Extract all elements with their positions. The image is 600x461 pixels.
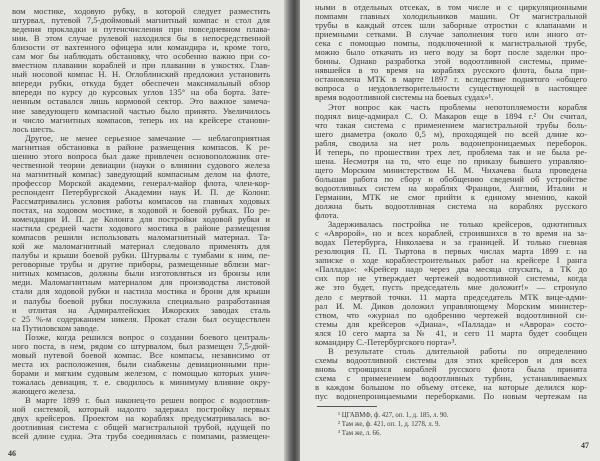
text-line: места их расположения, были снабжены девиационными при- xyxy=(12,358,270,369)
text-line: на магнитный компас) заведующий компасным делом на флоте, xyxy=(12,168,270,179)
right-page-body xyxy=(315,3,587,401)
text-line: вместном плавании кораблей и при плавании в узкостях. Глав- xyxy=(12,60,270,71)
text-line: шена. Несмотря на то, что еще по приказу бывшего управляю- xyxy=(315,155,587,166)
text-line: стемы для крейсеров «Диана», «Паллада» и «Аврора» состо- xyxy=(315,318,587,329)
text-line: мовый путевой боевой компас. Все компасы, независимо от xyxy=(12,349,270,360)
text-line: палубы и крыши боевой рубки. Штурвалы с тумбами к ним, пе- xyxy=(12,250,270,261)
text-line: ного поста, в нем, рядом со штурвалом, был размещен 7,5-дюй- xyxy=(12,340,270,351)
text-line: ной системой, который надолго задержал постройку первых xyxy=(12,404,270,415)
text-line: помпами главных холодильников машин. От магистральной xyxy=(315,11,587,22)
text-line: всей длине судна. Эта труба соединялась с помпами, размещен- xyxy=(12,431,270,442)
text-line: должна быть водоотливная система на кораблях русского xyxy=(315,201,587,212)
text-line: Задерживалась постройка не только крейсеров, однотипных xyxy=(328,219,587,230)
footnote: ² Там же, ф. 421, оп. 1, д. 1278, л. 9. xyxy=(338,421,441,428)
left-page xyxy=(0,0,288,461)
text-line: В результате столь длительной работы по определению xyxy=(328,345,587,356)
text-line: записке о ходе кораблестроительных работ на крейсере I ранга xyxy=(315,255,587,266)
text-line: нявшейся в то время на кораблях русского флота, была при- xyxy=(315,65,587,76)
text-line: вом мостике, ходовую рубку, в которой следует разместить xyxy=(12,6,270,16)
text-line: дело с мертвой точки. 11 марта председатель МТК вице-адми- xyxy=(315,291,587,302)
text-line: Позже, когда решился вопрос о создании боевого централь- xyxy=(25,331,270,342)
text-line: и палубы боевой рубки послужила специально разработанная xyxy=(12,295,270,306)
text-line: поднял вице-адмирал С. О. Макаров еще в 1894 г.² Он считал, xyxy=(315,110,587,121)
text-line: пус водонепроницаемыми переборками. По новым чертежам на xyxy=(315,391,587,402)
text-line: резолюция П. П. Тыртова в первых числах марта 1899 г. на xyxy=(315,246,587,257)
footnote: ¹ ЦГАВМФ, ф. 427, оп. 1, д. 185, л. 90. xyxy=(338,412,449,419)
text-line: нитных компасов, должны были изготовляться из бронзы или xyxy=(12,268,270,279)
text-line: комендации И. П. де Колонга для постройки ходовой рубки и xyxy=(12,214,270,225)
text-line: ный носовой компас Н. Н. Оглоблинский предложил установить xyxy=(12,69,270,80)
text-line: постах, на ходовом мостике, в ходовой и боевой рубках. По ре- xyxy=(12,205,270,216)
text-line: же это будет, пусть председатель мне доложит!» — стронуло xyxy=(315,282,587,293)
right-page xyxy=(300,0,600,461)
text-line: остановлена МТК в марте 1897 г. вследствие поднятого «общего xyxy=(315,74,587,85)
text-line: с «Авророй», но и всех кораблей, строившихся в то время на за- xyxy=(315,228,587,239)
text-line: И теперь, по прошествии трех лет, проблема так и не была ре- xyxy=(315,146,587,157)
text-line: Германии, МТК не смог прийти к единому мнению, какой xyxy=(315,191,587,202)
text-line: в каждом большом по объему отсеке, на которые делился кор- xyxy=(315,381,587,392)
text-line: стали для ходовой рубки и настила мостика и брони для крыши xyxy=(12,286,270,297)
text-line: что такая система с применением магистральной трубы боль- xyxy=(315,119,587,130)
footnote-divider xyxy=(317,406,377,407)
text-line: ством, что «журнал по одобрению чертежей водоотливной си- xyxy=(315,309,587,320)
text-line: командиру С.-Петербургского порта»³. xyxy=(315,336,457,347)
text-line: сека с помощью помпы, подключенной к магистральной трубе, xyxy=(315,38,587,49)
text-line: водоотливных систем на кораблях Франции, Англии, Италии и xyxy=(315,182,587,193)
text-line: ние заведующего компасной частью было принято. Увеличилось xyxy=(12,105,270,116)
page-number: 47 xyxy=(581,441,589,450)
text-line: схемы водоотливной системы для этих крейсеров и для всех xyxy=(315,354,587,365)
text-line: «Паллада»: «Крейсер надо через два месяца спускать, а ТК до xyxy=(315,264,587,275)
text-line: вновь строящихся кораблей русского флота была принята xyxy=(315,363,587,374)
text-line: схема с применением водоотливных турбин, устанавливаемых xyxy=(315,372,587,383)
text-line: на Путиловском заводе. xyxy=(12,322,99,333)
text-line: приемными сетками. В случае заполнения того или иного от- xyxy=(315,29,587,40)
text-line: время водоотливной системы на боевых судах»¹. xyxy=(315,92,494,103)
text-line: и отлитая на Адмиралтейских Ижорских заводах сталь xyxy=(12,304,270,315)
text-line: Другое, не менее серьезное замечание — неблагоприятная xyxy=(25,132,270,143)
text-line: В марте 1899 г. был наконец-то решен вопрос с водоотлив- xyxy=(25,395,270,406)
text-line: флота. xyxy=(315,210,339,221)
text-line: впереди рубки, откуда будет обеспечен максимальный обзор xyxy=(12,78,270,89)
text-line: шего диаметра (около 0,5 м), проходящей по всей длине ко- xyxy=(315,128,587,139)
text-line: водах Петербурга, Николаева и за границей. И только гневная xyxy=(315,237,587,248)
text-line: можно было откачать из него воду за борт после заделки про- xyxy=(315,47,587,58)
text-line: жающего железа. xyxy=(12,385,76,396)
text-line: профессор Морской академии, генерал-майор флота, член-кор- xyxy=(12,177,270,188)
text-line: респондент Петербургской Академии наук И. П. де Колонг. xyxy=(12,186,270,197)
text-line: вопроса о неудовлетворительности существующей в настоящее xyxy=(315,83,587,94)
text-line: ялся 10 сего марта за № 41, и сего 11 марта будет сообщен xyxy=(315,327,587,338)
text-line: нии. В этом случае рулевой находился бы в непосредственной xyxy=(12,33,270,44)
text-line: тожалась девиация, т. е. сводилось к минимуму влияние окру- xyxy=(12,376,270,387)
text-line: штурвал, путевой 7,5-дюймовый магнитный компас и стол для xyxy=(12,15,270,26)
text-line: двух крейсеров. Проектом на кораблях предусматривалась во- xyxy=(12,413,270,424)
text-line: реговорные трубы и другие приборы, размещенные вблизи маг- xyxy=(12,259,270,270)
text-line: Рассматривались условия работы компасов на главных ходовых xyxy=(12,195,270,206)
text-line: сих пор не утверждает чертежей водоотливной системы, когда xyxy=(315,273,587,284)
text-line: борами и мягким судовым железом, с помощью которых унич- xyxy=(12,367,270,378)
text-line: щего Морским министерством Н. М. Чихачева была проведена xyxy=(315,164,587,175)
text-line: рабля, сводила на нет роль водонепроницаемых переборок. xyxy=(315,137,587,148)
text-line: Этот вопрос как часть проблемы непотопляемости корабля xyxy=(328,101,587,112)
page-number: 46 xyxy=(8,449,16,458)
text-line: ведения прокладки и путенсчисления при повседневном плава- xyxy=(12,24,270,35)
text-line: ненным оставался лишь кормовой сектор. Это важное замеча- xyxy=(12,96,270,107)
text-line: магнитная обстановка в районе размещения компасов. К ре- xyxy=(12,141,270,152)
text-line: и число магнитных компасов, теперь их на крейсере станови- xyxy=(12,114,270,125)
text-line: лось шесть. xyxy=(12,123,55,134)
text-line: настила средней части ходового мостика в районе размещения xyxy=(12,223,270,234)
text-line: боины. Однако разработка этой водоотливной системы, приме- xyxy=(315,56,587,67)
text-line: трубы в каждый отсек шли заборные отростки с клапанами и xyxy=(315,20,587,31)
text-line: доотливная система с общей магистральной трубой, идущей по xyxy=(12,422,270,433)
text-line: кой же маломагнитный материал следовало применять для xyxy=(12,241,270,252)
text-line: чественной теории девиации (науки о влиянии судового железа xyxy=(12,159,270,170)
footnote: ³ Там же, л. 66. xyxy=(338,430,382,437)
text-line: большая работа по сбору и обобщению сведений об устройстве xyxy=(315,173,587,184)
text-line: ными в отдельных отсеках, в том числе и с циркуляционными xyxy=(315,2,587,12)
text-line: шению этого вопроса был даже привлечен основоположник оте- xyxy=(12,150,270,161)
text-line: меди. Маломагнитным материалом для производства листовой xyxy=(12,277,270,288)
left-page-body xyxy=(12,7,270,441)
text-line: впереди по курсу до курсовых углов 135° на оба борта. Зате- xyxy=(12,87,270,98)
text-line: компасов решили использовать маломагнитный материал. Та- xyxy=(12,232,270,243)
text-line: рал И. М. Диков доложил управляющему Морским министер- xyxy=(315,300,587,311)
text-line: близости от вахтенного офицера или командира и, кроме того, xyxy=(12,42,270,53)
text-line: с 25 %-м содержанием никеля. Прокат стали был осуществлен xyxy=(12,313,270,324)
text-line: сам мог бы наблюдать обстановку, что особенно важно при со- xyxy=(12,51,270,62)
